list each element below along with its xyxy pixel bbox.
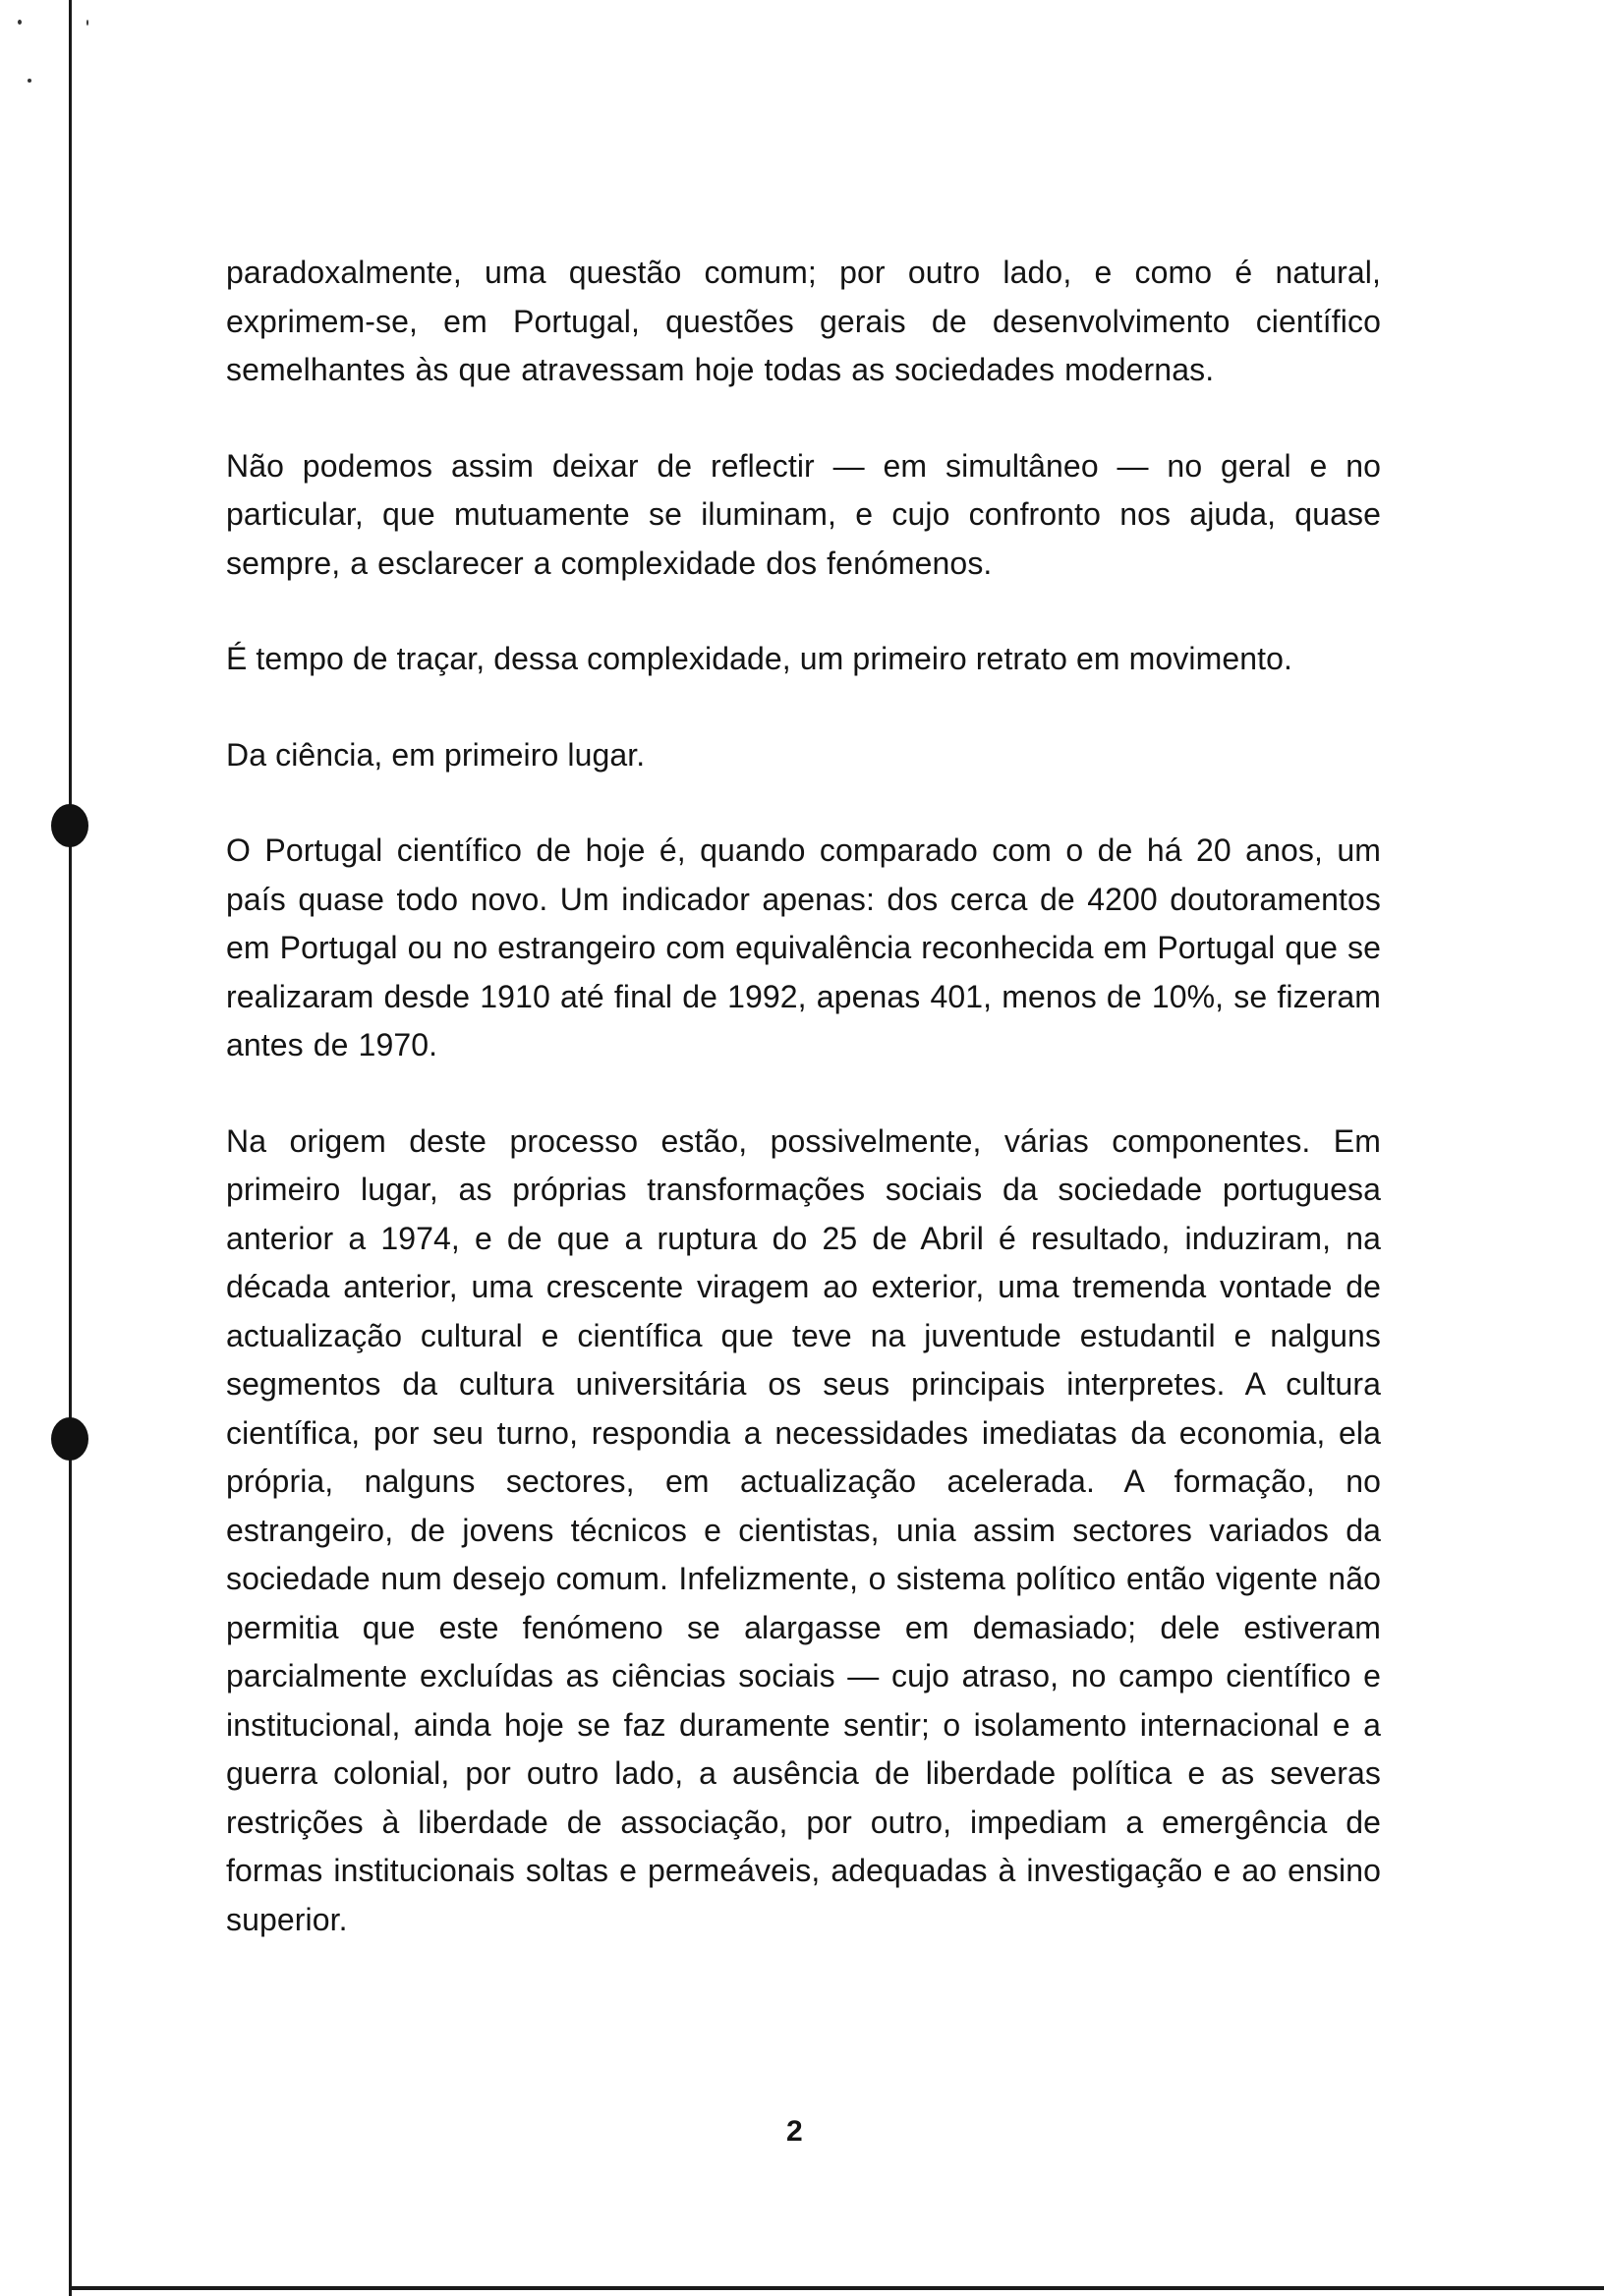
scan-left-border bbox=[69, 0, 72, 2296]
punch-hole-mark bbox=[51, 804, 88, 847]
paragraph-origins: Na origem deste processo estão, possivelmente, várias componentes. Em primeiro lugar, as próprias transformações sociais da sociedade portuguesa anterior a 1974, e de que a ruptura do 25 de Abril é resultado, induziram, na década anterior, uma crescente viragem ao exterior, uma tremenda vontade de actualização cultural e científica que teve na juventude estudantil e nalguns segmentos da cultura universitária os seus principais interpretes. A cultura científica, por seu turno, respondia a necessidades imediatas da economia, ela própria, nalguns sectores, em actualização acelerada. A formação, no estrangeiro, de jovens técnicos e cientistas, unia assim sectores variados da sociedade num desejo comum. Infelizmente, o sistema político então vigente não permitia que este fenómeno se alargasse em demasiado; dele estiveram parcialmente excluídas as ciências sociais — cujo atraso, no campo científico e institucional, ainda hoje se faz duramente sentir; o isolamento internacional e a guerra colonial, por outro lado, a ausência de liberdade política e as severas restrições à liberdade de associação, por outro, impediam a emergência de formas institucionais soltas e permeáveis, adequadas à investigação e ao ensino superior. bbox=[226, 1122, 1381, 1937]
punch-hole-mark bbox=[51, 1417, 88, 1461]
paragraph-science-heading: Da ciência, em primeiro lugar. bbox=[226, 736, 646, 773]
paragraph-doctorates: O Portugal científico de hoje é, quando comparado com o de há 20 anos, um país quase todo novo. Um indicador apenas: dos cerca de 4200 doutoramentos em Portugal ou no estrangeiro com equivalência reconhecida em Portugal que se realizaram desde 1910 até final de 1992, apenas 401, menos de 10%, se fizeram antes de 1970. bbox=[226, 832, 1381, 1062]
scan-speck bbox=[18, 20, 22, 25]
scan-bottom-border bbox=[69, 2286, 1604, 2290]
document-body bbox=[226, 249, 1381, 1991]
paragraph-portrait: É tempo de traçar, dessa complexidade, um primeiro retrato em movimento. bbox=[226, 641, 1292, 676]
paragraph-intro: paradoxalmente, uma questão comum; por outro lado, e como é natural, exprimem-se, em Portugal, questões gerais de desenvolvimento científico semelhantes às que atravessam hoje todas as sociedades modernas. bbox=[226, 255, 1381, 387]
page-number: 2 bbox=[786, 2115, 803, 2148]
scan-speck bbox=[86, 20, 88, 26]
paragraph-reflection: Não podemos assim deixar de reflectir — em simultâneo — no geral e no particular, que mutuamente se iluminam, e cujo confronto nos ajuda, quase sempre, a esclarecer a complexidade dos fenómenos. bbox=[226, 447, 1381, 581]
scan-speck bbox=[28, 79, 31, 83]
